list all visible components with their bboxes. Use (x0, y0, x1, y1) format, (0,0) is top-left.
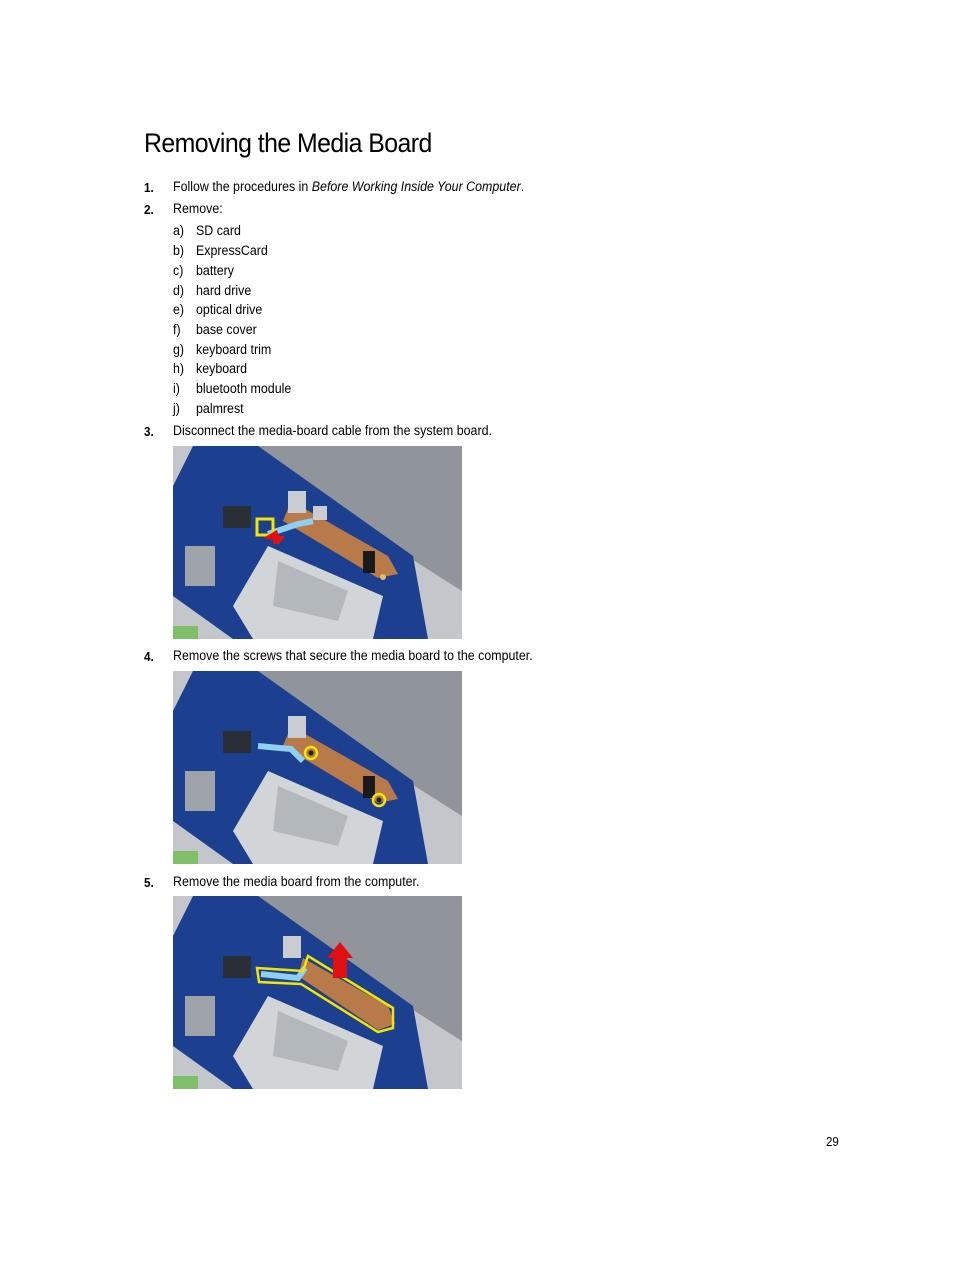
sub-item-text: keyboard (196, 361, 248, 376)
sub-item-text: ExpressCard (196, 243, 268, 258)
sub-item-text: bluetooth module (196, 381, 292, 396)
page-number: 29 (826, 1135, 839, 1149)
sub-item-letter: d) (173, 283, 185, 298)
sub-item-text: battery (196, 263, 234, 278)
step-link-text: Before Working Inside Your Computer (311, 179, 521, 194)
sub-item-text: SD card (196, 223, 241, 238)
sub-item-text: optical drive (196, 302, 263, 317)
step-number: 1. (144, 180, 154, 195)
sub-item-letter: a) (173, 223, 185, 238)
media-board-photo (173, 896, 462, 1089)
figure-disconnect-cable (173, 446, 462, 639)
step-text: Follow the procedures in Before Working Inside Your Computer. (173, 179, 525, 194)
sub-item-letter: g) (173, 342, 185, 357)
figure-remove-media-board (173, 896, 462, 1089)
step-number: 3. (144, 424, 154, 439)
sub-item-text: palmrest (196, 401, 244, 416)
step-text: Remove the screws that secure the media board to the computer. (173, 648, 533, 663)
sub-item-letter: e) (173, 302, 185, 317)
sub-item-text: keyboard trim (196, 342, 272, 357)
sub-item-letter: b) (173, 243, 185, 258)
sub-item-text: base cover (196, 322, 257, 337)
media-board-photo (173, 446, 462, 639)
page-title: Removing the Media Board (144, 128, 432, 158)
media-board-photo (173, 671, 462, 864)
sub-item-letter: f) (173, 322, 181, 337)
step-number: 2. (144, 202, 154, 217)
sub-item-letter: c) (173, 263, 184, 278)
sub-item-text: hard drive (196, 283, 252, 298)
figure-remove-screws (173, 671, 462, 864)
step-text: Remove the media board from the computer. (173, 874, 420, 889)
step-text: Remove: (173, 201, 223, 216)
step-number: 5. (144, 875, 154, 890)
sub-item-letter: h) (173, 361, 185, 376)
sub-item-letter: j) (173, 401, 180, 416)
step-number: 4. (144, 649, 154, 664)
sub-item-letter: i) (173, 381, 180, 396)
step-text: Disconnect the media-board cable from the system board. (173, 423, 492, 438)
